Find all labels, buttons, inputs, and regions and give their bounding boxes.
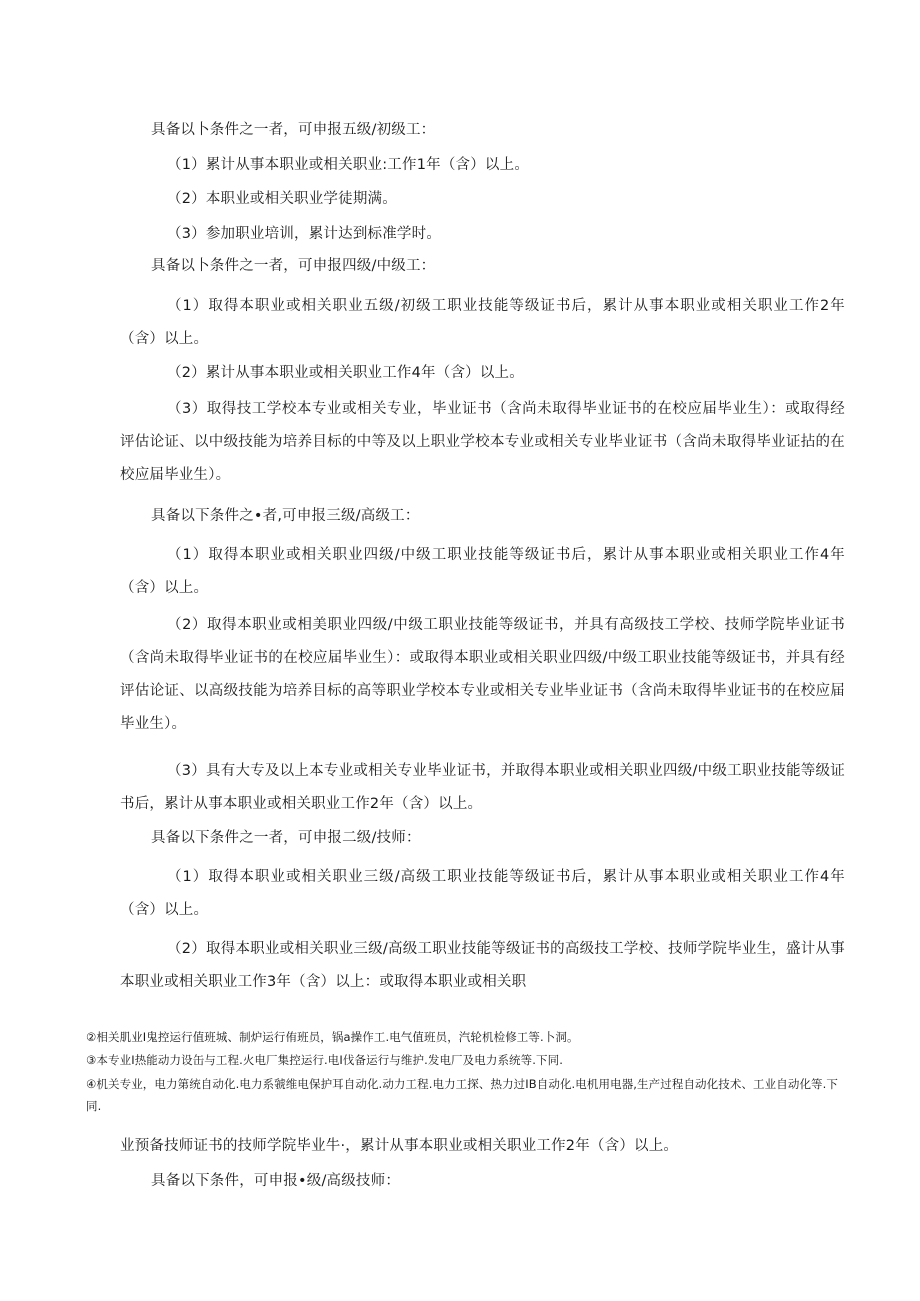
section-heading: 具备以下条件之一者，可申报二级/技师： (151, 830, 421, 846)
list-item: （3）具有大专及以上本专业或相关专业毕业证书，并取得本职业或相关职业四级/中级工职业技能等级证书后，累计从事本职业或相关职业工作2年（含）以上。 (120, 763, 845, 812)
list-item: （3）取得技工学校本专业或相关专业，毕业证书（含尚未取得毕业证书的在校应届毕业生）：或取得经评估论证、以中级技能为培养目标的中等及以上职业学校本专业或相关专业毕业证书（含尚未取得毕业证拈的在校应届毕业生）。 (120, 401, 845, 483)
list-item: （3）参加职业培训，累计达到标准学时。 (167, 226, 442, 242)
list-item: （2）累计从事本职业或相关职业工作4年（含）以上。 (167, 365, 524, 381)
section-heading: 具备以卜条件之一者，可申报四级/中级工： (151, 258, 436, 274)
list-item: （2）本职业或相关职业学徒期满。 (167, 191, 397, 207)
list-item: （1）累计从事本职业或相关职业:工作1年（含）以上。 (167, 157, 530, 173)
continuation-text: 业预备技师证书的技师学院毕业牛·，累计从事本职业或相关职业工作2年（含）以上。 (120, 1138, 679, 1154)
list-item: （1）取得本职业或相关职业四级/中级工职业技能等级证书后，累计从事本职业或相关职业工作4年（含）以上。 (120, 547, 845, 596)
list-item: （2）取得本职业或相关职业三级/高级工职业技能等级证书的高级技工学校、技师学院毕业生，盛计从事本职业或相关职业工作3年（含）以上：或取得本职业或相关职 (120, 941, 845, 990)
footnote: ③本专业I热能动力设缶与工程.火电厂集控运行.电I伐备运行与维护.发电厂及电力系统等.下同. (86, 1053, 563, 1067)
list-item: （2）取得本职业或相美职业四级/中级工职业技能等级证书，并具有高级技工学校、技师学院毕业证书（含尚未取得毕业证书的在校应届毕业生）：或取得本职业或相关职业四级/中级工职业技能等级证书，并具有经评估论证、以高级技能为培养目标的高等职业学校本专业或相关专业毕业证书（含尚未取得毕业证书的在校应届毕业生）。 (120, 617, 845, 732)
section-heading: 具备以下条件之•者,可申报三级/高级工： (151, 508, 420, 524)
section-heading: 具备以卜条件之一者，可申报五级/初级工： (151, 122, 436, 138)
footnote: ④机关专业，电力第统自动化.电力系虢维电保护耳自动化.动力工程.电力工探、热力过IB自动化.电机用电器,生产过程自动化技术、工业自动化等.下同. (86, 1077, 839, 1113)
list-item: （1）取得本职业或相关职业三级/高级工职业技能等级证书后，累计从事本职业或相关职业工作4年（含）以上。 (120, 869, 845, 918)
list-item: （1）取得本职业或相关职业五级/初级工职业技能等级证书后，累计从事本职业或相关职业工作2年（含）以上。 (120, 298, 845, 347)
footnote: ②相关肌业I鬼控运行值班城、制炉运行侑班员，锅a操作工.电气值班员，汽轮机检修工等.卜洞。 (86, 1030, 579, 1044)
section-heading: 具备以下条件，可申报•级/高级技师： (151, 1173, 401, 1189)
